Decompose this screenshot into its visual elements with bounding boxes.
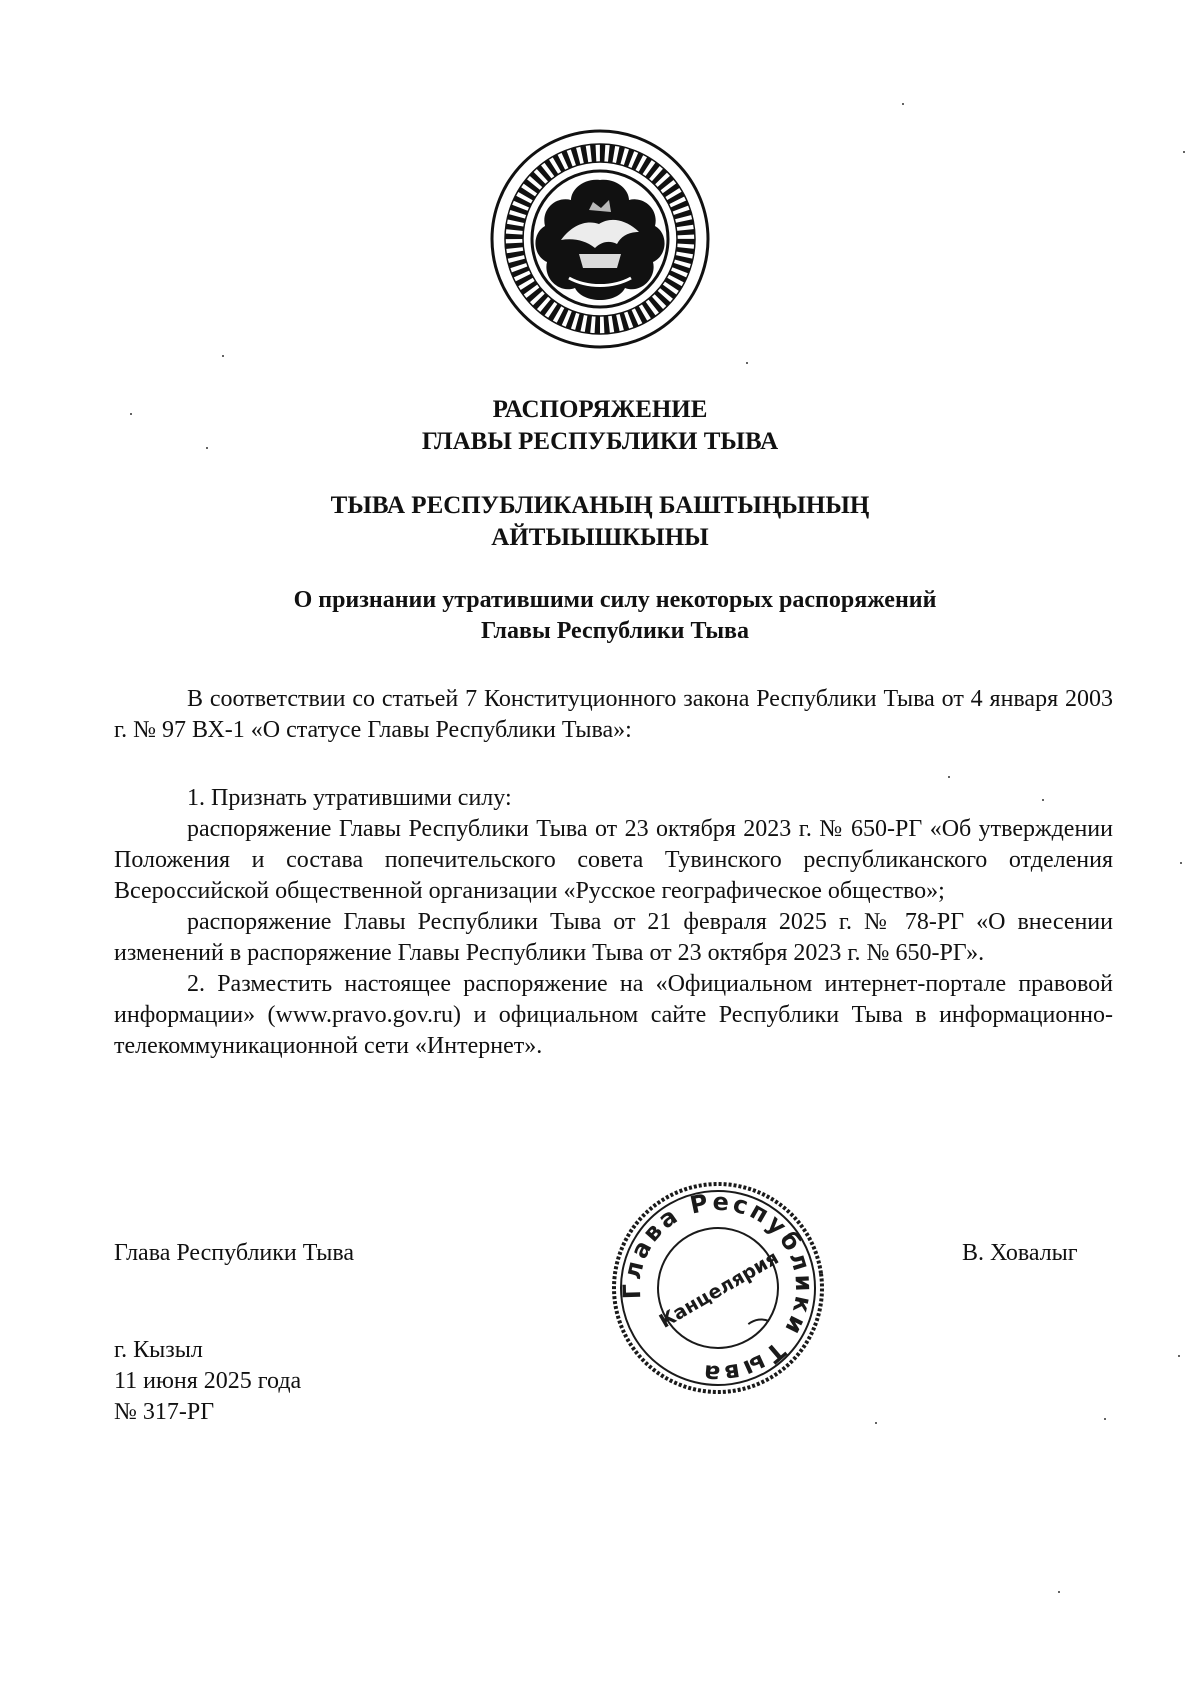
item-paragraph: распоряжение Главы Республики Тыва от 23 октября 2023 г. № 650-РГ «Об утверждении Положения и состава попечительского совета Тувинского республиканского отделения Всероссийской общественной организации «Русское географическое общество»;: [114, 816, 1113, 904]
title-line-2: ГЛАВЫ РЕСПУБЛИКИ ТЫВА: [421, 428, 779, 455]
date-label: 11 июня 2025 года: [114, 1368, 302, 1394]
republic-emblem-icon: [489, 128, 711, 350]
scan-speck: [206, 447, 208, 449]
scan-speck: [1058, 1591, 1060, 1593]
document-subject: [0, 585, 1200, 647]
scan-speck: [1042, 799, 1044, 801]
scan-speck: [1178, 1355, 1180, 1357]
stamp-outer-text: Глава Республики Тыва: [617, 1187, 819, 1389]
signature-name: В. Ховалыг: [962, 1240, 1078, 1266]
items-block: [114, 783, 1113, 1062]
scan-speck: [948, 776, 950, 778]
place-date-number: [114, 1335, 301, 1428]
scan-speck: [1183, 151, 1185, 153]
title-line-1: РАСПОРЯЖЕНИЕ: [492, 396, 708, 423]
scan-speck: [902, 103, 904, 105]
scan-speck: [130, 413, 132, 415]
scan-speck: [746, 362, 748, 364]
title-tuvan-line-1: ТЫВА РЕСПУБЛИКАНЫҢ БАШТЫҢЫНЫҢ: [330, 492, 870, 519]
scan-speck: [875, 1422, 877, 1424]
preamble-block: [114, 684, 1113, 746]
document-title: [0, 394, 1200, 458]
office-stamp-icon: [608, 1178, 828, 1398]
subject-line-2: Главы Республики Тыва: [480, 618, 750, 644]
item-paragraph: 2. Разместить настоящее распоряжение на «Официальном интернет-портале правовой информации» (www.pravo.gov.ru) и официальном сайте Республики Тыва в информационно-телекоммуникационной сети «Интернет».: [114, 971, 1113, 1059]
scan-speck: [222, 355, 224, 357]
subject-line-1: О признании утратившими силу некоторых распоряжений: [293, 587, 937, 613]
item-paragraph: 1. Признать утратившими силу:: [187, 785, 512, 811]
signature-position: Глава Республики Тыва: [114, 1240, 355, 1266]
order-number: № 317-РГ: [114, 1399, 215, 1425]
scan-speck: [1180, 862, 1182, 864]
scan-speck: [1104, 1418, 1106, 1420]
preamble-paragraph: В соответствии со статьей 7 Конституционного закона Республики Тыва от 4 января 2003 г. № 97 ВХ-1 «О статусе Главы Республики Тыва»:: [114, 686, 1113, 743]
item-paragraph: распоряжение Главы Республики Тыва от 21 февраля 2025 г. № 78-РГ «О внесении изменений в распоряжение Главы Республики Тыва от 23 октября 2023 г. № 650-РГ».: [114, 909, 1113, 966]
document-title-tuvan: [0, 490, 1200, 554]
stamp-inner-text: Канцелярия: [655, 1246, 783, 1333]
city-label: г. Кызыл: [114, 1337, 203, 1363]
title-tuvan-line-2: АЙТЫЫШКЫНЫ: [491, 524, 709, 551]
